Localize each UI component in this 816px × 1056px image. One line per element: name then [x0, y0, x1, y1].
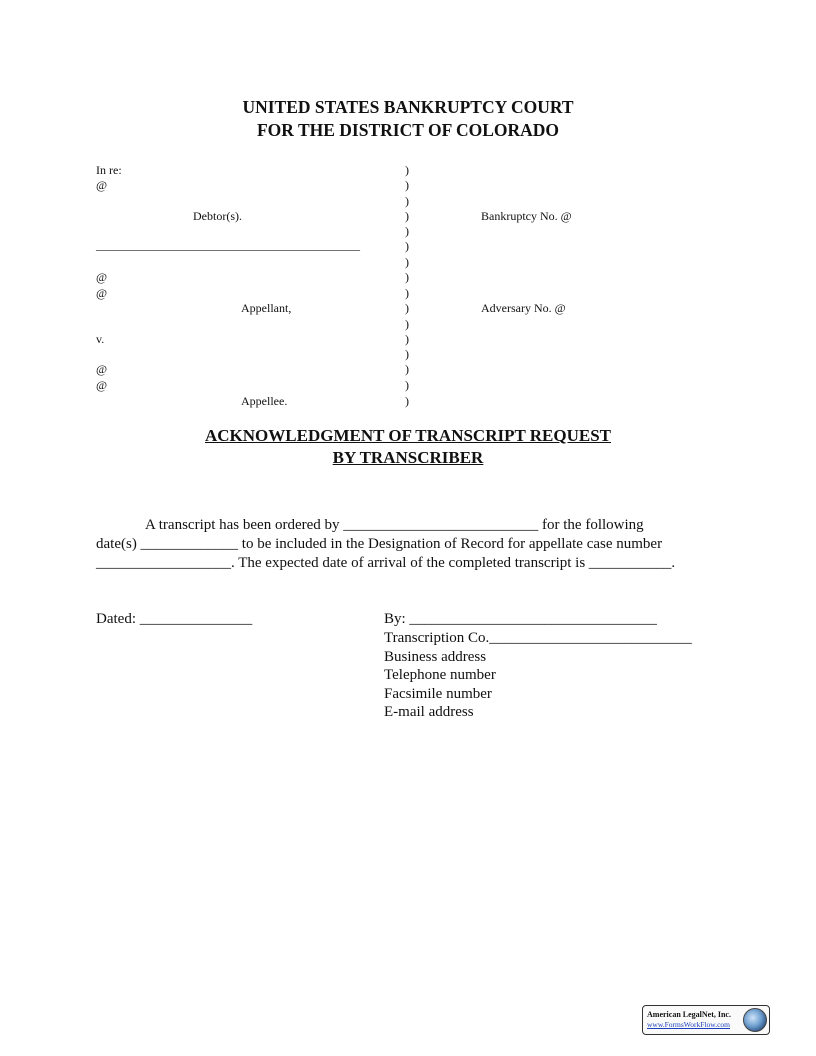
caption-paren: ) — [405, 270, 409, 284]
in-re-label: In re: — [96, 163, 122, 177]
transcription-company-blank: ___________________________ — [489, 630, 692, 646]
caption-paren: ) — [405, 286, 409, 300]
caption-paren: ) — [405, 332, 409, 346]
appellee-field-1: @ — [96, 362, 108, 376]
logo-url-link[interactable]: www.FormsWorkFlow.com — [647, 1020, 731, 1029]
caption-paren: ) — [405, 347, 409, 361]
caption-paren: ) — [405, 194, 409, 208]
caption-paren: ) — [405, 378, 409, 392]
debtor-name-field: @ — [96, 178, 108, 192]
business-address: Business address — [384, 649, 487, 665]
caption-paren: ) — [405, 178, 409, 192]
caption-paren: ) — [405, 394, 409, 408]
versus-label: v. — [96, 332, 105, 346]
email-address: E-mail address — [384, 704, 474, 720]
body-line-3: __________________. The expected date of arrival of the completed transcript is ___________. — [96, 555, 676, 571]
document-title-line2-text: BY TRANSCRIBER — [332, 448, 484, 467]
body-line-2: date(s) _____________ to be included in the Designation of Record for appellate case number — [96, 536, 663, 552]
caption-paren: ) — [405, 255, 409, 269]
bankruptcy-number: Bankruptcy No. @ — [481, 209, 572, 223]
transcription-company-label: Transcription Co. — [384, 630, 490, 646]
logo-company-name: American LegalNet, Inc. — [647, 1010, 731, 1019]
appellant-field-1: @ — [96, 270, 108, 284]
adversary-number: Adversary No. @ — [481, 301, 566, 315]
facsimile-number: Facsimile number — [384, 686, 492, 702]
appellant-field-2: @ — [96, 286, 108, 300]
body-line-1: A transcript has been ordered by __________________________ for the following — [145, 517, 644, 533]
appellee-field-2: @ — [96, 378, 108, 392]
appellee-label: Appellee. — [241, 394, 288, 408]
document-title-line1 — [0, 426, 816, 446]
debtors-label: Debtor(s). — [193, 209, 242, 223]
dated-line: Dated: _______________ — [96, 611, 253, 627]
caption-paren: ) — [405, 239, 409, 253]
caption-paren: ) — [405, 317, 409, 331]
court-name-line1: UNITED STATES BANKRUPTCY COURT — [242, 97, 574, 117]
appellant-label: Appellant, — [241, 301, 292, 315]
caption-paren: ) — [405, 224, 409, 238]
telephone-number: Telephone number — [384, 667, 496, 683]
court-name-line2: FOR THE DISTRICT OF COLORADO — [256, 120, 560, 140]
document-title-line1-text: ACKNOWLEDGMENT OF TRANSCRIPT REQUEST — [204, 426, 612, 445]
document-title-line2 — [0, 448, 816, 468]
by-signature-line: By: _________________________________ — [384, 611, 657, 627]
caption-paren: ) — [405, 362, 409, 376]
caption-paren: ) — [405, 209, 409, 223]
american-legalnet-logo[interactable] — [642, 1005, 770, 1035]
transcription-company — [384, 630, 692, 647]
caption-paren: ) — [405, 163, 409, 177]
caption-separator: ____________________________________________ — [96, 238, 360, 252]
globe-icon — [743, 1008, 767, 1032]
caption-paren: ) — [405, 301, 409, 315]
